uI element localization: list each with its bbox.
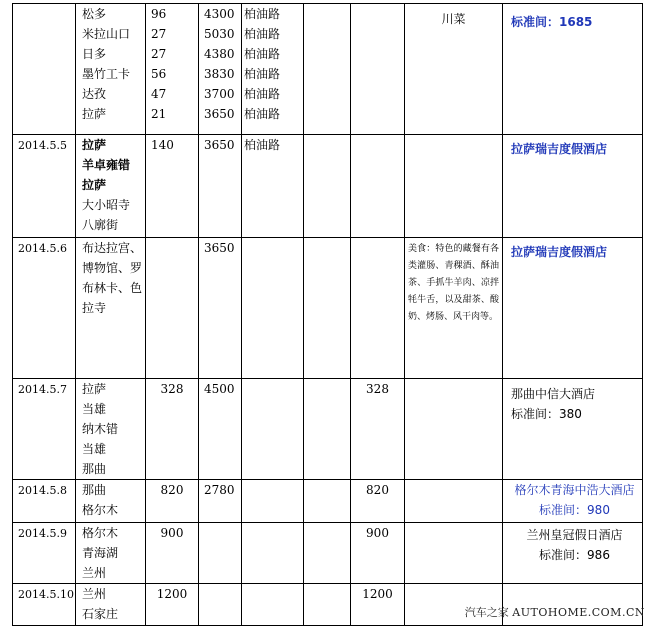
distance-value: 1200 — [156, 587, 188, 601]
date-cell: 2014.5.6 — [13, 238, 76, 379]
daily-distance-cell: 900 — [351, 523, 405, 584]
empty-cell — [304, 480, 351, 523]
distance-value: 27 — [151, 27, 167, 41]
route-cell — [76, 523, 146, 584]
hotel-name: 兰州皇冠假日酒店 — [526, 528, 623, 542]
altitude-cell — [199, 523, 242, 584]
route-cell — [76, 238, 146, 379]
empty-cell — [304, 523, 351, 584]
route-cell — [76, 379, 146, 480]
hotel-cell — [503, 135, 643, 238]
route-cell — [76, 135, 146, 238]
hotel-cell — [503, 238, 643, 379]
place-name: 格尔木 — [82, 526, 119, 540]
hotel-cell — [503, 480, 643, 523]
date-cell — [13, 4, 76, 135]
altitude-value: 4500 — [204, 382, 235, 396]
food-text: 川菜 — [441, 12, 466, 26]
daily-distance-cell: 820 — [351, 480, 405, 523]
place-name: 拉萨 — [82, 382, 107, 396]
place-name: 布林卡、色 — [82, 281, 143, 295]
date-cell: 2014.5.9 — [13, 523, 76, 584]
road-type: 柏油路 — [244, 107, 281, 121]
date-cell: 2014.5.10 — [13, 584, 76, 626]
road-cell — [242, 523, 304, 584]
food-cell — [405, 238, 503, 379]
road-cell — [242, 480, 304, 523]
distance-value: 96 — [151, 7, 167, 21]
road-cell — [242, 584, 304, 626]
distance-value: 328 — [160, 382, 184, 396]
food-cell — [405, 480, 503, 523]
distance-cell — [146, 379, 199, 480]
altitude-cell — [199, 238, 242, 379]
altitude-cell — [199, 379, 242, 480]
daily-distance-cell — [351, 135, 405, 238]
place-name: 兰州 — [82, 587, 107, 601]
daily-distance-cell: 328 — [351, 379, 405, 480]
watermark-brand: 汽车之家 — [464, 606, 509, 619]
altitude-value: 3650 — [204, 107, 235, 121]
itinerary-table — [12, 3, 643, 626]
place-name: 博物馆、罗 — [82, 261, 143, 275]
road-type: 柏油路 — [244, 67, 281, 81]
place-name: 那曲 — [82, 483, 107, 497]
altitude-value: 3830 — [204, 67, 235, 81]
table-row — [13, 379, 643, 480]
altitude-value: 2780 — [204, 483, 235, 497]
place-name: 大小昭寺 — [82, 198, 131, 212]
road-type: 柏油路 — [244, 7, 281, 21]
altitude-cell — [199, 135, 242, 238]
road-type: 柏油路 — [244, 47, 281, 61]
route-cell — [76, 584, 146, 626]
date-cell: 2014.5.5 — [13, 135, 76, 238]
place-name: 格尔木 — [82, 503, 119, 517]
table-row — [13, 523, 643, 584]
distance-value: 140 — [151, 138, 174, 152]
place-name: 日多 — [82, 47, 107, 61]
place-name: 当雄 — [82, 402, 107, 416]
altitude-cell — [199, 584, 242, 626]
road-cell — [242, 379, 304, 480]
place-name: 拉寺 — [82, 301, 107, 315]
distance-value: 820 — [160, 483, 184, 497]
table-row — [13, 480, 643, 523]
hotel-name: 那曲中信大酒店 — [511, 387, 596, 401]
route-cell — [76, 480, 146, 523]
hotel-price: 标准间：986 — [539, 548, 610, 562]
hotel-price: 标准间：380 — [511, 407, 582, 421]
altitude-value: 3650 — [204, 138, 235, 152]
distance-cell — [146, 480, 199, 523]
place-name: 那曲 — [82, 462, 107, 476]
road-cell — [242, 238, 304, 379]
road-type: 柏油路 — [244, 27, 281, 41]
altitude-value: 5030 — [204, 27, 235, 41]
place-name: 羊卓雍错 — [82, 158, 131, 172]
hotel-price: 标准间：1685 — [511, 15, 593, 29]
place-name: 拉萨 — [82, 178, 107, 192]
place-name: 石家庄 — [82, 607, 119, 621]
hotel-name: 拉萨瑞吉度假酒店 — [511, 245, 608, 259]
distance-cell — [146, 4, 199, 135]
distance-cell — [146, 238, 199, 379]
date-cell: 2014.5.8 — [13, 480, 76, 523]
empty-cell — [304, 4, 351, 135]
road-cell — [242, 4, 304, 135]
hotel-name: 拉萨瑞吉度假酒店 — [511, 142, 608, 156]
empty-cell — [304, 238, 351, 379]
place-name: 拉萨 — [82, 138, 107, 152]
hotel-cell — [503, 523, 643, 584]
watermark-site: AUTOHOME.COM.CN — [512, 606, 645, 619]
distance-value: 21 — [151, 107, 167, 121]
place-name: 达孜 — [82, 87, 107, 101]
place-name: 纳木错 — [82, 422, 119, 436]
place-name: 当雄 — [82, 442, 107, 456]
daily-distance-cell — [351, 4, 405, 135]
hotel-cell — [503, 4, 643, 135]
empty-cell — [304, 379, 351, 480]
table-row — [13, 4, 643, 135]
empty-cell — [304, 584, 351, 626]
distance-value: 27 — [151, 47, 167, 61]
daily-distance-cell: 1200 — [351, 584, 405, 626]
empty-cell — [304, 135, 351, 238]
distance-cell — [146, 523, 199, 584]
place-name: 松多 — [82, 7, 107, 21]
altitude-cell — [199, 4, 242, 135]
altitude-value: 4380 — [204, 47, 235, 61]
distance-value: 900 — [160, 526, 184, 540]
road-cell — [242, 135, 304, 238]
place-name: 八廓街 — [82, 218, 119, 232]
route-cell — [76, 4, 146, 135]
table-row — [13, 135, 643, 238]
place-name: 拉萨 — [82, 107, 107, 121]
place-name: 墨竹工卡 — [82, 67, 131, 81]
food-cell — [405, 379, 503, 480]
place-name: 兰州 — [82, 566, 107, 580]
place-name: 青海湖 — [82, 546, 119, 560]
food-cell — [405, 523, 503, 584]
table-row — [13, 238, 643, 379]
road-type: 柏油路 — [244, 138, 281, 152]
altitude-value: 3700 — [204, 87, 235, 101]
hotel-cell — [503, 379, 643, 480]
distance-value: 56 — [151, 67, 167, 81]
road-type: 柏油路 — [244, 87, 281, 101]
daily-distance-cell — [351, 238, 405, 379]
food-cell — [405, 4, 503, 135]
food-text: 美食：特色的藏餐有各类灌肠、青稞酒、酥油茶、手抓牛羊肉、凉拌牦牛舌，以及甜茶、酸奶、烤肠、风干肉等。 — [408, 244, 499, 322]
altitude-value: 3650 — [204, 241, 235, 255]
hotel-price: 标准间：980 — [539, 503, 610, 517]
altitude-value: 4300 — [204, 7, 235, 21]
hotel-name: 格尔木青海中浩大酒店 — [514, 483, 635, 497]
distance-cell — [146, 135, 199, 238]
place-name: 布达拉宫、 — [82, 241, 143, 255]
distance-cell — [146, 584, 199, 626]
place-name: 米拉山口 — [82, 27, 131, 41]
watermark — [465, 604, 645, 620]
food-cell — [405, 135, 503, 238]
distance-value: 47 — [151, 87, 167, 101]
altitude-cell — [199, 480, 242, 523]
date-cell: 2014.5.7 — [13, 379, 76, 480]
